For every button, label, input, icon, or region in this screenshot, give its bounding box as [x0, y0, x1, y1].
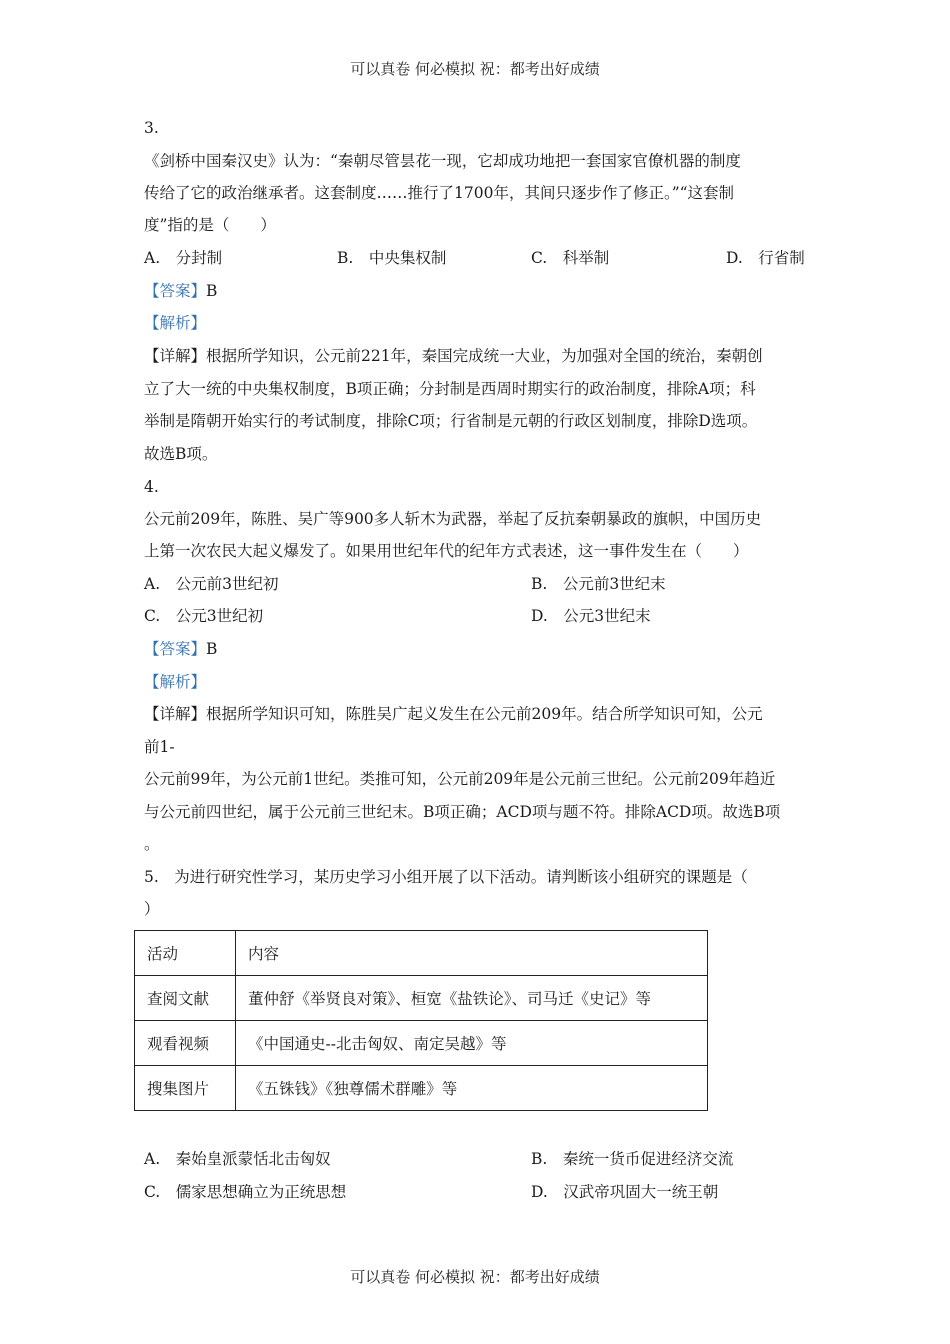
- q3-option-b: B. 中央集权制: [337, 249, 447, 267]
- q4-number: 4.: [144, 478, 159, 496]
- q3-detail-line: 立了大一统的中央集权制度，B项正确；分封制是西周时期实行的政治制度，排除A项；科: [144, 380, 756, 398]
- q5-option-d: D. 汉武帝巩固大一统王朝: [531, 1183, 719, 1201]
- table-cell: 《中国通史--北击匈奴、南定吴越》等: [236, 1021, 708, 1066]
- q3-option-a: A. 分封制: [144, 249, 223, 267]
- q4-analysis-tag: 【解析】: [144, 673, 207, 691]
- q3-number: 3.: [144, 119, 159, 137]
- q5-stem-line: ）: [144, 900, 160, 918]
- table-cell: 董仲舒《举贤良对策》、桓宽《盐铁论》、司马迁《史记》等: [236, 976, 708, 1021]
- q3-analysis-tag: 【解析】: [144, 314, 207, 332]
- page-header: 可以真卷 何必模拟 祝：都考出好成绩: [350, 60, 600, 78]
- q5-option-a: A. 秦始皇派蒙恬北击匈奴: [144, 1150, 331, 1168]
- q3-stem-line: 传给了它的政治继承者。这套制度……推行了1700年，其间只逐步作了修正。”“这套制: [144, 184, 735, 202]
- detail-text: 根据所学知识可知，陈胜吴广起义发生在公元前209年。结合所学知识可知，公元: [206, 705, 763, 723]
- q4-option-c: C. 公元3世纪初: [144, 607, 264, 625]
- answer-tag: 【答案】: [144, 640, 207, 658]
- table-cell: 查阅文献: [135, 976, 236, 1021]
- table-cell: 《五铢钱》《独尊儒术群雕》等: [236, 1066, 708, 1111]
- q4-option-d: D. 公元3世纪末: [531, 607, 651, 625]
- q3-option-c: C. 科举制: [531, 249, 610, 267]
- q4-stem-line: 公元前209年，陈胜、吴广等900多人斩木为武器，举起了反抗秦朝暴政的旗帜，中国历史: [144, 510, 762, 528]
- page-footer: 可以真卷 何必模拟 祝：都考出好成绩: [350, 1268, 600, 1286]
- q4-detail-line: [144, 704, 763, 724]
- q3-answer: [144, 281, 217, 301]
- table-header-cell: 内容: [236, 931, 708, 976]
- detail-text: 根据所学知识，公元前221年，秦国完成统一大业，为加强对全国的统治，秦朝创: [206, 347, 763, 365]
- detail-tag: 【详解】: [144, 347, 207, 365]
- answer-tag: 【答案】: [144, 282, 207, 300]
- answer-value: B: [206, 640, 218, 658]
- q4-detail-line: 。: [144, 835, 160, 853]
- q4-detail-line: 公元前99年，为公元前1世纪。类推可知，公元前209年是公元前三世纪。公元前209年趋近: [144, 770, 776, 788]
- answer-value: B: [206, 282, 218, 300]
- table-row: [135, 1066, 708, 1111]
- q3-stem-line: 度”指的是（ ）: [144, 216, 276, 234]
- table-cell: 观看视频: [135, 1021, 236, 1066]
- q3-option-d: D. 行省制: [726, 249, 805, 267]
- q3-detail-line: 故选B项。: [144, 445, 218, 463]
- q3-detail-line: [144, 346, 763, 366]
- table-row: [135, 1021, 708, 1066]
- detail-tag: 【详解】: [144, 705, 207, 723]
- activity-table: [134, 930, 708, 1111]
- q4-detail-line: 前1-: [144, 738, 175, 756]
- table-header-cell: 活动: [135, 931, 236, 976]
- table-cell: 搜集图片: [135, 1066, 236, 1111]
- q4-detail-line: 与公元前四世纪，属于公元前三世纪末。B项正确；ACD项与题不符。排除ACD项。故选B项: [144, 803, 781, 821]
- table-header-row: [135, 931, 708, 976]
- q5-option-b: B. 秦统一货币促进经济交流: [531, 1150, 734, 1168]
- q4-stem-line: 上第一次农民大起义爆发了。如果用世纪年代的纪年方式表述，这一事件发生在（ ）: [144, 542, 749, 560]
- table-row: [135, 976, 708, 1021]
- q3-detail-line: 举制是隋朝开始实行的考试制度，排除C项；行省制是元朝的行政区划制度，排除D选项。: [144, 412, 758, 430]
- q4-option-b: B. 公元前3世纪末: [531, 575, 666, 593]
- q3-stem-line: 《剑桥中国秦汉史》认为：“秦朝尽管昙花一现，它却成功地把一套国家官僚机器的制度: [144, 152, 741, 170]
- q4-answer: [144, 639, 217, 659]
- q5-stem-line: 5. 为进行研究性学习，某历史学习小组开展了以下活动。请判断该小组研究的课题是（: [144, 868, 748, 886]
- q4-option-a: A. 公元前3世纪初: [144, 575, 279, 593]
- q5-option-c: C. 儒家思想确立为正统思想: [144, 1183, 347, 1201]
